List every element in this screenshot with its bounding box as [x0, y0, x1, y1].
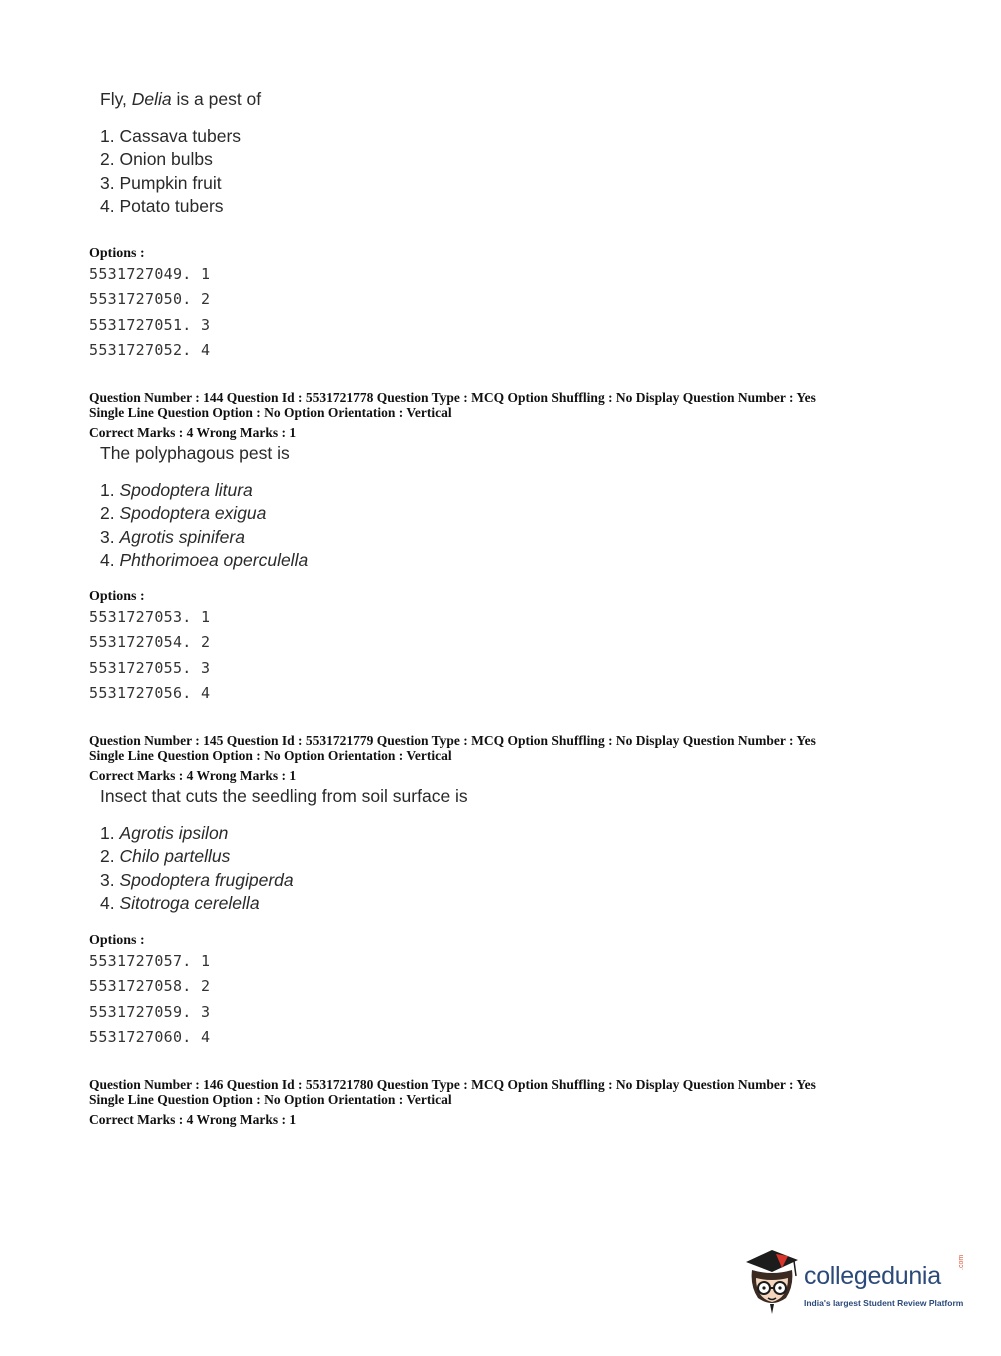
choice-text: Phthorimoea operculella	[119, 549, 309, 570]
options-label: Options :	[89, 246, 145, 261]
meta-line: Correct Marks : 4 Wrong Marks : 1	[89, 768, 297, 783]
meta-line: Single Line Question Option : No Option Orientation : Vertical	[89, 748, 452, 763]
logo-tagline: India's largest Student Review Platform	[804, 1298, 964, 1308]
choice-item	[100, 549, 308, 572]
stem-italic-text: Delia	[131, 89, 172, 109]
option-id: 5531727058. 2	[89, 977, 211, 996]
choice-list	[100, 125, 241, 218]
choice-number: 2.	[100, 846, 120, 867]
meta-line: Correct Marks : 4 Wrong Marks : 1	[89, 425, 297, 440]
meta-line: Question Number : 146 Question Id : 5531721780 Question Type : MCQ Option Shuffling : No Display Question Number : Yes	[89, 1077, 816, 1092]
choice-item: 3. Pumpkin fruit	[100, 172, 222, 193]
choice-text: Sitotroga cerelella	[119, 892, 260, 913]
choice-number: 3.	[100, 869, 120, 890]
choice-item	[100, 869, 294, 892]
choice-item: 4. Potato tubers	[100, 195, 224, 216]
choice-number: 3.	[100, 526, 120, 547]
option-id-list	[89, 605, 210, 706]
choice-item	[100, 892, 294, 915]
choice-text: Chilo partellus	[119, 846, 231, 867]
logo-com: .com	[958, 1254, 965, 1270]
option-id: 5531727052. 4	[89, 340, 211, 359]
choice-text: Spodoptera litura	[119, 480, 253, 500]
question-meta-144	[89, 390, 816, 440]
choice-number: 1.	[100, 480, 120, 500]
choice-text: Agrotis spinifera	[119, 526, 245, 547]
choice-item	[100, 502, 308, 525]
meta-line: Single Line Question Option : No Option Orientation : Vertical	[89, 1092, 452, 1107]
choice-item	[100, 845, 294, 868]
choice-list	[100, 822, 294, 915]
choice-list	[100, 479, 308, 572]
question-stem	[100, 89, 261, 110]
option-id: 5531727060. 4	[89, 1027, 211, 1046]
choice-item: 2. Onion bulbs	[100, 149, 213, 170]
option-id: 5531727050. 2	[89, 290, 211, 309]
choice-text: Spodoptera frugiperda	[119, 869, 294, 890]
choice-item	[100, 479, 308, 502]
option-id: 5531727054. 2	[89, 633, 211, 652]
choice-text: Spodoptera exigua	[119, 503, 267, 524]
collegedunia-logo	[742, 1246, 972, 1316]
meta-line: Question Number : 145 Question Id : 5531721779 Question Type : MCQ Option Shuffling : No Display Question Number : Yes	[89, 733, 816, 748]
mascot-icon	[742, 1246, 804, 1316]
question-stem: Insect that cuts the seedling from soil surface is	[100, 786, 468, 806]
logo-wordmark: collegedunia	[804, 1262, 941, 1290]
option-id-list	[89, 262, 210, 363]
choice-item	[100, 526, 308, 549]
meta-line: Question Number : 144 Question Id : 5531721778 Question Type : MCQ Option Shuffling : No Display Question Number : Yes	[89, 390, 816, 405]
question-stem: The polyphagous pest is	[100, 443, 290, 463]
question-meta-146	[89, 1077, 816, 1127]
choice-number: 4.	[100, 892, 120, 913]
option-id: 5531727056. 4	[89, 683, 211, 702]
meta-line: Correct Marks : 4 Wrong Marks : 1	[89, 1112, 297, 1127]
meta-line: Single Line Question Option : No Option Orientation : Vertical	[89, 405, 452, 420]
choice-number: 2.	[100, 503, 120, 524]
choice-item	[100, 822, 294, 845]
choice-text: Agrotis ipsilon	[119, 823, 229, 843]
choice-number: 4.	[100, 549, 120, 570]
option-id: 5531727057. 1	[89, 952, 211, 970]
option-id: 5531727059. 3	[89, 1002, 211, 1021]
choice-item: 1. Cassava tubers	[100, 126, 242, 146]
option-id-list	[89, 949, 210, 1050]
choice-number: 1.	[100, 823, 120, 843]
option-id: 5531727049. 1	[89, 265, 211, 283]
option-id: 5531727051. 3	[89, 315, 211, 334]
option-id: 5531727053. 1	[89, 608, 211, 626]
question-meta-145	[89, 733, 816, 783]
option-id: 5531727055. 3	[89, 658, 211, 677]
options-label: Options :	[89, 933, 145, 948]
stem-text: is a pest of	[171, 89, 262, 109]
options-label: Options :	[89, 589, 145, 604]
stem-text: Fly,	[100, 89, 132, 109]
